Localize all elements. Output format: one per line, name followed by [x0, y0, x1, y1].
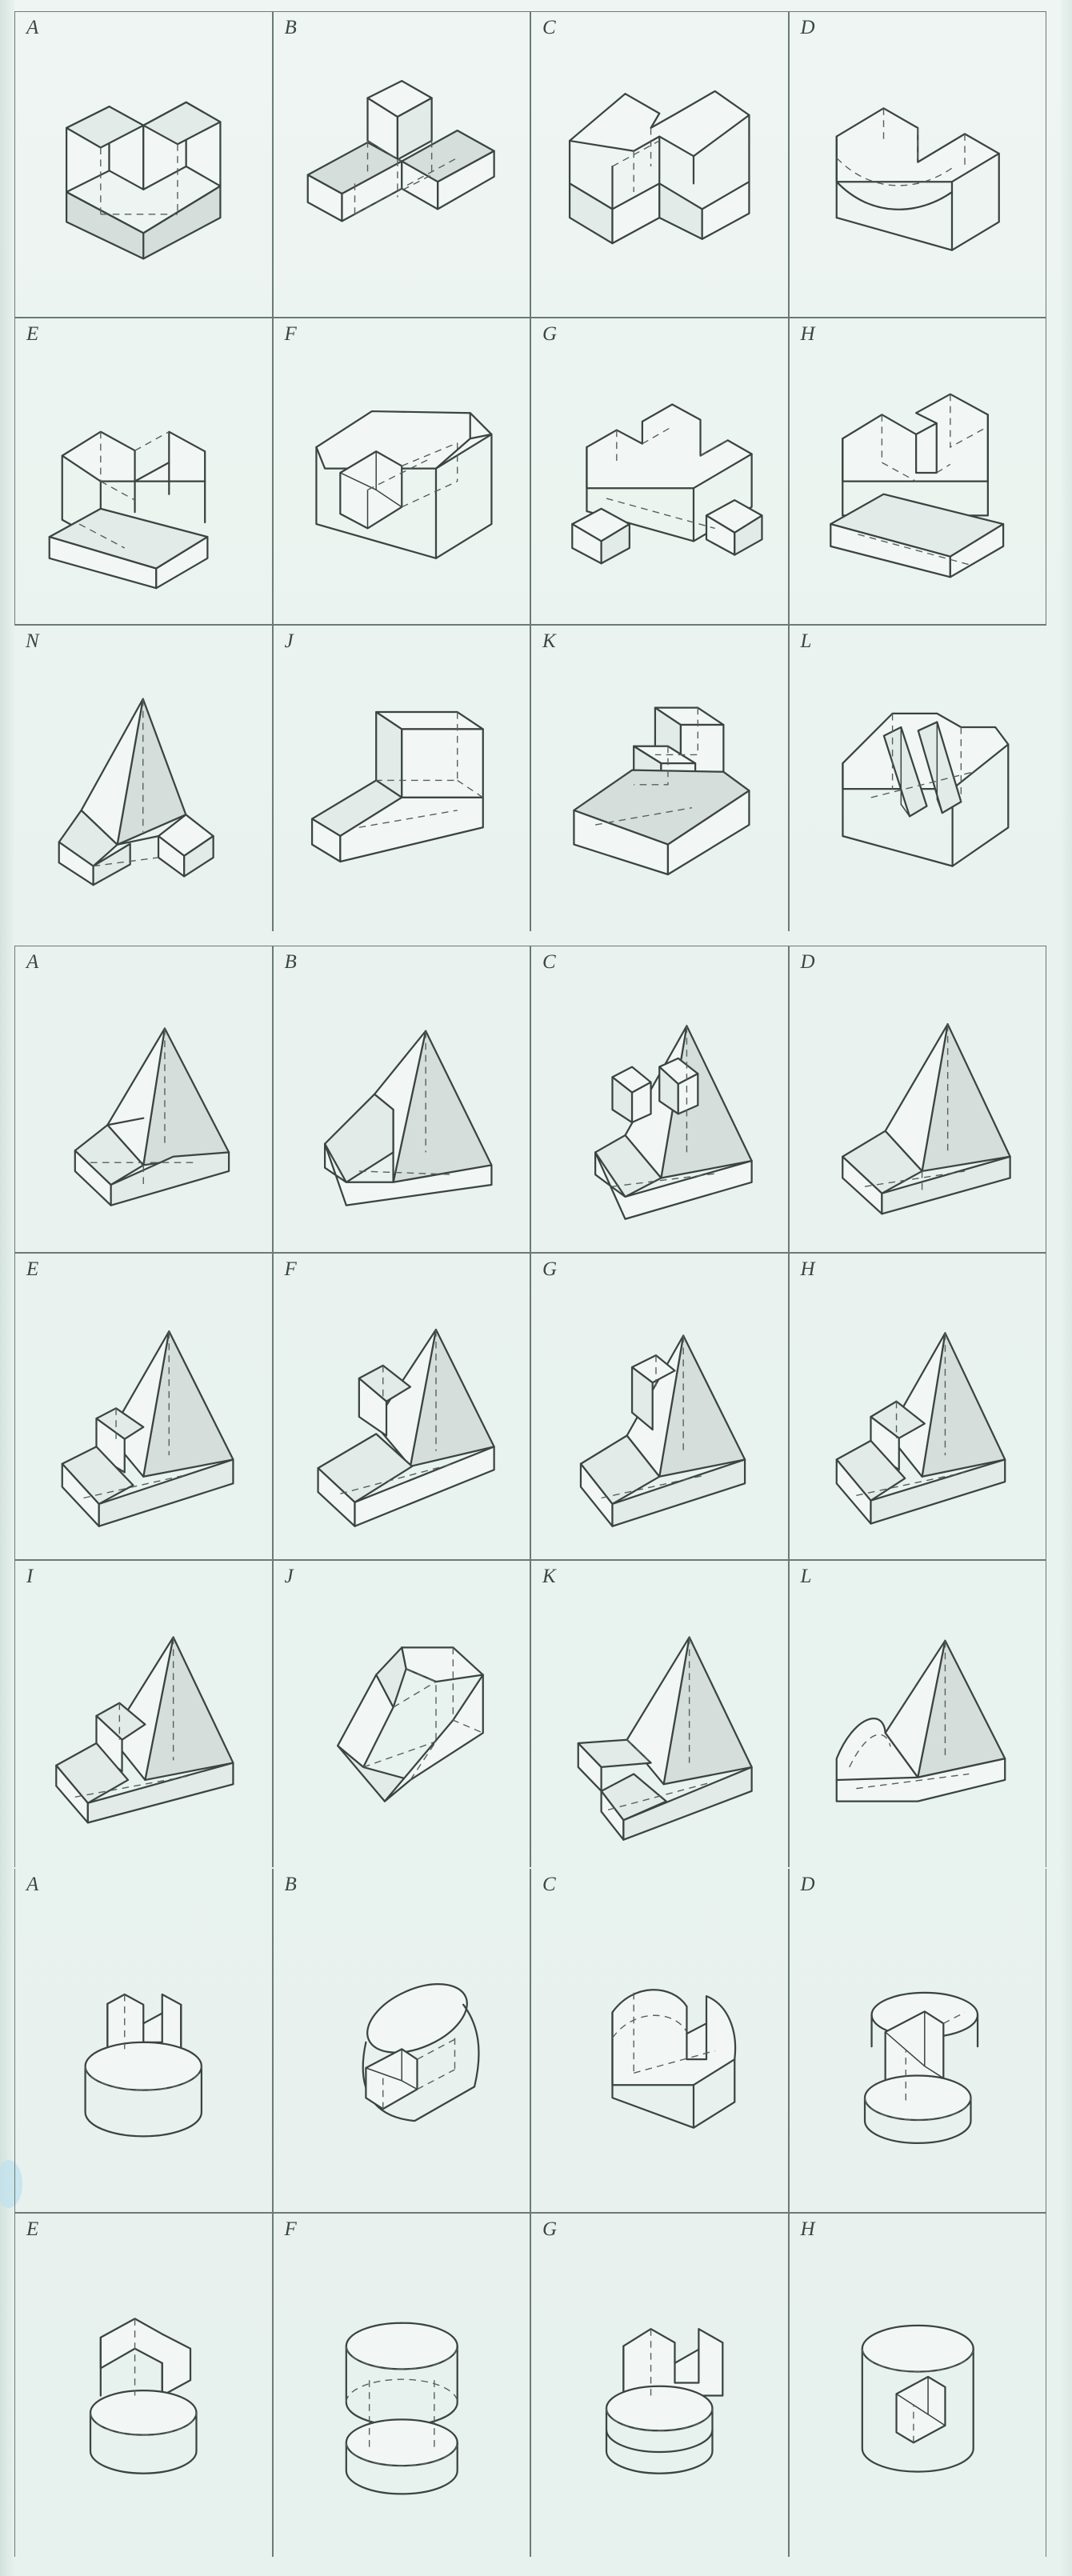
- figure-cell-3G[interactable]: [530, 2213, 789, 2557]
- figure-cell-2K[interactable]: [530, 1560, 789, 1867]
- figure-cell-1L[interactable]: [789, 625, 1047, 931]
- figure-art-pyramid-with-curved-ramp: [790, 1585, 1046, 1864]
- figure-cell-1N[interactable]: [14, 625, 273, 931]
- figure-label: D: [800, 951, 816, 973]
- figure-label: B: [284, 951, 298, 973]
- figure-art-v-notch-block-on-base: [790, 342, 1046, 620]
- figure-cell-1K[interactable]: [530, 625, 789, 931]
- figure-art-twin-pyramid-ramp: [14, 650, 272, 928]
- figure-art-double-v-grooved-block: [790, 650, 1047, 928]
- figure-art-z-bend-plate: [274, 650, 530, 928]
- figure-cell-2I[interactable]: [14, 1560, 273, 1867]
- figure-art-oblique-cylinder-with-slot: [274, 1893, 530, 2209]
- figure-label: E: [26, 2218, 39, 2240]
- figure-cell-2L[interactable]: [789, 1560, 1047, 1867]
- figure-cell-1A[interactable]: [14, 11, 273, 318]
- figure-cell-3F[interactable]: [273, 2213, 531, 2557]
- figure-art-pyramid-with-twin-slots: [531, 970, 788, 1249]
- figure-label: K: [542, 1566, 557, 1587]
- figure-art-truncated-oblique-prism: [274, 1585, 530, 1864]
- figure-label: F: [284, 2218, 298, 2240]
- paper-right-edge: [1061, 0, 1072, 2576]
- figure-cell-2B[interactable]: [273, 946, 531, 1253]
- figure-label: J: [284, 1566, 294, 1587]
- figure-label: C: [542, 951, 557, 973]
- figure-cell-1G[interactable]: [530, 318, 789, 624]
- figure-art-pyramid-on-angled-plate: [274, 1278, 530, 1556]
- figure-label: H: [800, 2218, 816, 2240]
- figure-art-pyramid-with-center-rib: [531, 1278, 788, 1556]
- figure-art-notched-block-twin-slots: [15, 36, 272, 314]
- figure-art-stepped-block-with-round-cut: [790, 36, 1046, 314]
- figure-art-stacked-twin-cylinders: [274, 2238, 530, 2554]
- figure-art-cylinder-with-inner-rib: [790, 2238, 1046, 2554]
- figure-label: A: [26, 951, 39, 973]
- figure-art-cylinder-with-angled-plate: [15, 2238, 272, 2554]
- figure-cell-2J[interactable]: [273, 1560, 531, 1867]
- figure-art-open-frame-block-with-window: [274, 342, 530, 620]
- figure-label: I: [26, 1566, 34, 1587]
- figure-art-cylinder-with-notched-cap: [531, 2238, 788, 2554]
- figure-label: F: [284, 323, 298, 346]
- figure-art-curved-plate-with-notch: [531, 1893, 788, 2209]
- figure-cell-1B[interactable]: [273, 11, 531, 318]
- figure-label: D: [800, 1874, 816, 1895]
- figure-cell-2F[interactable]: [273, 1253, 531, 1560]
- figure-cell-2H[interactable]: [789, 1253, 1047, 1560]
- figure-label: G: [542, 2218, 558, 2240]
- figure-cell-3D[interactable]: [789, 1869, 1047, 2213]
- figure-label: L: [800, 630, 812, 652]
- figure-label: C: [542, 1874, 557, 1895]
- figure-art-stepped-block-with-two-bosses: [531, 342, 788, 620]
- figure-cell-1D[interactable]: [789, 11, 1047, 318]
- figure-label: K: [542, 630, 557, 652]
- figure-label: B: [284, 1874, 298, 1895]
- figure-label: J: [284, 630, 294, 652]
- figure-cell-1C[interactable]: [530, 11, 789, 318]
- figure-cell-1F[interactable]: [273, 318, 531, 624]
- figure-art-pyramid-on-stepped-base: [15, 970, 272, 1249]
- figure-block-one: [14, 11, 1046, 931]
- figure-label: C: [542, 17, 557, 38]
- figure-cell-2A[interactable]: [14, 946, 273, 1253]
- figure-label: E: [26, 1258, 39, 1280]
- figure-label: A: [26, 17, 39, 38]
- figure-cell-1J[interactable]: [273, 625, 531, 931]
- figure-art-pyramid-with-front-notch: [274, 970, 530, 1249]
- figure-cell-3B[interactable]: [273, 1869, 531, 2213]
- figure-art-angled-roof-notched-block: [531, 36, 788, 314]
- figure-label: F: [284, 1258, 298, 1280]
- figure-label: A: [26, 1874, 39, 1895]
- figure-label: E: [26, 323, 39, 346]
- figure-cell-2E[interactable]: [14, 1253, 273, 1560]
- figure-label: G: [542, 1258, 558, 1280]
- figure-cell-1E[interactable]: [14, 318, 273, 624]
- figure-cell-2G[interactable]: [530, 1253, 789, 1560]
- figure-label: N: [26, 630, 40, 652]
- figure-label: B: [284, 17, 298, 38]
- figure-block-two: [14, 946, 1046, 1867]
- figure-label: L: [800, 1566, 812, 1587]
- figure-block-three: [14, 1869, 1046, 2557]
- figure-cell-3A[interactable]: [14, 1869, 273, 2213]
- figure-cell-1H[interactable]: [789, 318, 1047, 624]
- figure-art-u-channel-base-block: [15, 342, 272, 620]
- figure-label: H: [800, 323, 816, 346]
- figure-art-cross-shaped-block-with-riser: [274, 36, 530, 314]
- figure-art-pyramid-with-double-step: [790, 1278, 1046, 1556]
- figure-cell-2C[interactable]: [530, 946, 789, 1253]
- figure-cell-2D[interactable]: [789, 946, 1047, 1253]
- figure-art-pyramid-on-low-base: [790, 970, 1046, 1249]
- figure-art-pyramid-with-left-ledge: [531, 1585, 788, 1864]
- figure-label: H: [800, 1258, 816, 1280]
- figure-label: D: [800, 17, 816, 38]
- figure-cell-3C[interactable]: [530, 1869, 789, 2213]
- figure-art-pyramid-with-side-step: [15, 1278, 272, 1556]
- figure-cell-3H[interactable]: [789, 2213, 1047, 2557]
- figure-cell-3E[interactable]: [14, 2213, 273, 2557]
- figure-art-cylinder-with-vertical-web: [790, 1893, 1046, 2209]
- figure-art-notched-block-on-cylinder: [15, 1893, 272, 2209]
- figure-art-angled-wedge-with-boss: [531, 650, 788, 928]
- figure-art-pyramid-with-narrow-foot: [15, 1585, 272, 1864]
- figure-label: G: [542, 323, 558, 346]
